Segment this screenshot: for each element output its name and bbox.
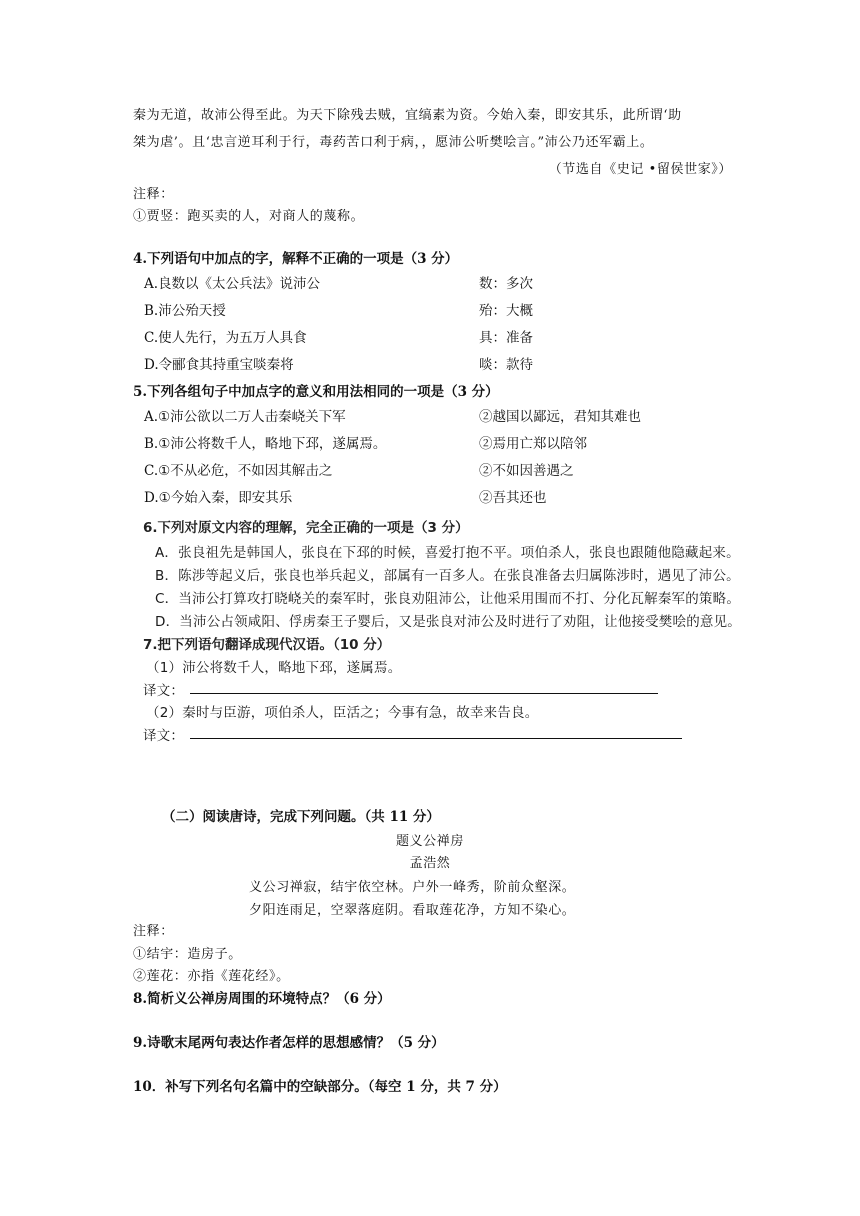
question-6-option-a: A．张良祖先是韩国人，张良在下邳的时候，喜爱打抱不平。项伯杀人，张良也跟随他隐藏起来。 [155, 545, 740, 561]
question-4-option-c: C.使人先行，为五万人具食 [144, 330, 307, 346]
question-5-option-b-2: ②焉用亡郑以陪邻 [479, 436, 587, 452]
note-item: ①结宇：造房子。 [133, 947, 242, 962]
question-5-option-c-1: C.①不从必危，不如因其解击之 [144, 463, 333, 479]
answer-line-2[interactable] [190, 738, 682, 739]
question-5-option-a-2: ②越国以鄙远，君知其难也 [479, 409, 641, 425]
question-4-option-d: D.令郦食其持重宝啖秦将 [144, 357, 294, 373]
question-5-option-d-2: ②吾其还也 [479, 490, 547, 506]
question-5-title: 5.下列各组句子中加点字的意义和用法相同的一项是（3 分） [133, 384, 499, 400]
notes-heading: 注释： [133, 924, 174, 939]
question-4-title: 4.下列语句中加点的字，解释不正确的一项是（3 分） [133, 251, 459, 267]
question-4-option-c-explain: 具：准备 [479, 330, 533, 346]
poem-line-2: 夕阳连雨足，空翠落庭阴。看取莲花净，方知不染心。 [249, 903, 576, 918]
question-9-title: 9.诗歌末尾两句表达作者怎样的思想感情？（5 分） [133, 1035, 445, 1051]
question-4-option-b-explain: 殆：大概 [479, 303, 533, 319]
question-7-answer-label-2: 译文： [143, 728, 185, 744]
poem-title: 题义公禅房 [395, 834, 464, 849]
question-7-item-1: （1）沛公将数千人，略地下邳，遂属焉。 [146, 660, 402, 676]
question-6-option-b: B．陈涉等起义后，张良也举兵起义，部属有一百多人。在张良准备去归属陈涉时，遇见了沛公。 [155, 568, 740, 584]
note-item: ②莲花：亦指《莲花经》。 [133, 969, 290, 984]
poem-section-heading: （二）阅读唐诗，完成下列问题。（共 11 分） [162, 809, 440, 825]
question-8-title: 8.简析义公禅房周围的环境特点？（6 分） [133, 991, 391, 1007]
question-5-option-d-1: D.①今始入秦，即安其乐 [144, 490, 293, 506]
question-6-option-d: D．当沛公占领咸阳、俘虏秦王子婴后，又是张良对沛公及时进行了劝阻，让他接受樊哙的意见。 [155, 614, 741, 630]
notes-heading: 注释： [133, 187, 174, 202]
question-6-title: 6.下列对原文内容的理解，完全正确的一项是（3 分） [143, 520, 469, 536]
note-item: ①贾竖：跑买卖的人，对商人的蔑称。 [133, 209, 365, 224]
answer-line-1[interactable] [190, 693, 658, 694]
question-10-title: 10．补写下列名句名篇中的空缺部分。（每空 1 分，共 7 分） [133, 1079, 507, 1095]
question-5-option-a-1: A.①沛公欲以二万人击秦峣关下军 [144, 409, 346, 425]
question-4-option-b: B.沛公殆天授 [144, 303, 226, 319]
question-7-title: 7.把下列语句翻译成现代汉语。（10 分） [143, 637, 391, 653]
question-6-option-c: C．当沛公打算攻打晓峣关的秦军时，张良劝阻沛公，让他采用围而不打、分化瓦解秦军的策略。 [155, 591, 741, 607]
poem-author: 孟浩然 [409, 856, 451, 871]
question-7-item-2: （2）秦时与臣游，项伯杀人，臣活之；今事有急，故幸来告良。 [146, 705, 539, 721]
question-4-option-a-explain: 数：多次 [479, 276, 533, 292]
question-4-option-a: A.良数以《太公兵法》说沛公 [144, 276, 321, 292]
question-7-answer-label-1: 译文： [143, 683, 185, 699]
passage-line-2: 桀为虐’。且‘忠言逆耳利于行，毒药苦口利于病，，愿沛公听樊哙言。”沛公乃还军霸上。 [133, 135, 654, 150]
question-5-option-b-1: B.①沛公将数千人，略地下邳，遂属焉。 [144, 436, 387, 452]
passage-source: （节选自《史记 •留侯世家》） [548, 162, 732, 177]
question-5-option-c-2: ②不如因善遇之 [479, 463, 574, 479]
passage-line-1: 秦为无道，故沛公得至此。为天下除残去贼，宜缟素为资。今始入秦，即安其乐，此所谓‘助 [133, 108, 682, 123]
poem-line-1: 义公习禅寂，结宇依空林。户外一峰秀，阶前众壑深。 [249, 880, 576, 895]
question-4-option-d-explain: 啖：款待 [479, 357, 533, 373]
